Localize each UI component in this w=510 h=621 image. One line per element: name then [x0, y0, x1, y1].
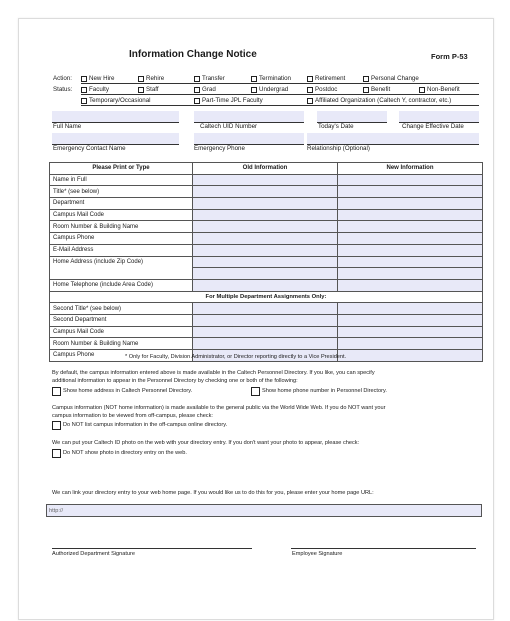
table-row: [50, 326, 483, 338]
emergency-phone-label: Emergency Phone: [194, 145, 245, 152]
old-info-cell[interactable]: [193, 244, 338, 256]
relationship-label: Relationship (Optional): [307, 145, 370, 152]
action-checkbox-personal-change[interactable]: [363, 76, 369, 82]
form-title: Information Change Notice: [129, 49, 257, 60]
caltech-uid-field[interactable]: [194, 111, 304, 122]
table-header-row: [50, 163, 483, 175]
new-info-cell[interactable]: [338, 209, 483, 221]
row-label: Campus Mail Code: [50, 326, 193, 338]
status-option-temporary: Temporary/Occasional: [89, 97, 151, 104]
status-checkbox-affiliated[interactable]: [307, 98, 313, 104]
multi-assignment-header-row: [50, 291, 483, 303]
show-home-phone-label: Show home phone number in Personnel Directory.: [262, 388, 387, 394]
action-option-new-hire: New Hire: [89, 75, 115, 82]
action-option-transfer: Transfer: [202, 75, 225, 82]
action-checkbox-termination[interactable]: [251, 76, 257, 82]
old-info-cell[interactable]: [193, 198, 338, 210]
status-option-grad: Grad: [202, 86, 216, 93]
show-home-phone-checkbox[interactable]: [251, 387, 260, 396]
status-checkbox-postdoc[interactable]: [307, 87, 313, 93]
employee-signature-label: Employee Signature: [292, 551, 343, 557]
status-label: Status:: [53, 86, 73, 93]
new-info-cell[interactable]: [338, 279, 483, 291]
directory-paragraph-line: We can put your Caltech ID photo on the web with your directory entry. If you don't want your photo to appear, please check:: [52, 440, 360, 446]
row-label: [50, 268, 193, 280]
new-info-cell[interactable]: [338, 350, 483, 362]
new-info-cell[interactable]: [338, 233, 483, 245]
status-checkbox-part-time-jpl[interactable]: [194, 98, 200, 104]
row-label: Department: [50, 198, 193, 210]
old-info-cell[interactable]: [193, 233, 338, 245]
directory-paragraph-line: By default, the campus information entered above is made available in the Caltech Personnel Directory. If you like, you can specify: [52, 370, 375, 376]
old-info-cell[interactable]: [193, 268, 338, 280]
information-table: [49, 162, 483, 362]
emergency-phone-field[interactable]: [194, 133, 304, 144]
action-option-retirement: Retirement: [315, 75, 346, 82]
change-effective-date-field[interactable]: [399, 111, 479, 122]
status-option-postdoc: Postdoc: [315, 86, 338, 93]
full-name-label: Full Name: [53, 123, 82, 130]
row-label: Home Address (include Zip Code): [50, 256, 193, 268]
old-info-cell[interactable]: [193, 314, 338, 326]
old-info-cell[interactable]: [193, 303, 338, 315]
status-checkbox-faculty[interactable]: [81, 87, 87, 93]
table-row: [50, 233, 483, 245]
table-row: [50, 338, 483, 350]
dept-signature-line[interactable]: [52, 548, 252, 549]
new-info-cell[interactable]: [338, 338, 483, 350]
caltech-uid-label: Caltech UID Number: [200, 123, 258, 130]
no-list-campus-info-label: Do NOT list campus information in the off-campus online directory.: [63, 422, 228, 428]
show-home-address-checkbox[interactable]: [52, 387, 61, 396]
directory-paragraph-line: additional information to appear in the Personnel Directory by checking one or both of the following:: [52, 378, 298, 384]
row-label: Campus Phone: [50, 350, 193, 362]
new-info-cell[interactable]: [338, 198, 483, 210]
table-row: [50, 174, 483, 186]
status-checkbox-temporary[interactable]: [81, 98, 87, 104]
dept-signature-label: Authorized Department Signature: [52, 551, 136, 557]
table-row: [50, 256, 483, 268]
table-row: [50, 279, 483, 291]
row-label: Title* (see below): [50, 186, 193, 198]
relationship-field[interactable]: [307, 133, 479, 144]
table-row: [50, 303, 483, 315]
column-header: Old Information: [193, 163, 338, 175]
show-home-address-label: Show home address in Caltech Personnel Directory.: [63, 388, 193, 394]
status-option-undergrad: Undergrad: [259, 86, 289, 93]
status-checkbox-grad[interactable]: [194, 87, 200, 93]
table-row: [50, 268, 483, 280]
no-photo-label: Do NOT show photo in directory entry on the web.: [63, 450, 187, 456]
status-option-non-benefit: Non-Benefit: [427, 86, 460, 93]
status-option-faculty: Faculty: [89, 86, 109, 93]
column-header: New Information: [338, 163, 483, 175]
action-checkbox-retirement[interactable]: [307, 76, 313, 82]
action-label: Action:: [53, 75, 72, 82]
old-info-cell[interactable]: [193, 256, 338, 268]
footnote: * Only for Faculty, Division Administrator, or Director reporting directly to a Vice President.: [125, 354, 347, 360]
todays-date-label: Today's Date: [318, 123, 354, 130]
home-page-url-input[interactable]: [46, 504, 482, 517]
row-label: Second Title* (see below): [50, 303, 193, 315]
action-option-rehire: Rehire: [146, 75, 165, 82]
url-placeholder: http://: [49, 508, 63, 514]
action-option-personal-change: Personal Change: [371, 75, 419, 82]
new-info-cell[interactable]: [338, 314, 483, 326]
emergency-contact-field[interactable]: [52, 133, 179, 144]
old-info-cell[interactable]: [193, 186, 338, 198]
row-label: Home Telephone (include Area Code): [50, 279, 193, 291]
table-row: [50, 209, 483, 221]
old-info-cell[interactable]: [193, 221, 338, 233]
form-page: [18, 18, 494, 620]
full-name-field[interactable]: [52, 111, 179, 122]
directory-paragraph-line: Campus information (NOT home information) is made available to the general public via the World Wide Web. If you do NOT want your: [52, 405, 386, 411]
new-info-cell[interactable]: [338, 186, 483, 198]
status-option-benefit: Benefit: [371, 86, 391, 93]
table-row: [50, 186, 483, 198]
new-info-cell[interactable]: [338, 303, 483, 315]
old-info-cell[interactable]: [193, 338, 338, 350]
employee-signature-line[interactable]: [291, 548, 476, 549]
old-info-cell[interactable]: [193, 279, 338, 291]
action-checkbox-transfer[interactable]: [194, 76, 200, 82]
status-checkbox-benefit[interactable]: [363, 87, 369, 93]
directory-paragraph-line: campus information to be viewed from off-campus, please check:: [52, 413, 213, 419]
new-info-cell[interactable]: [338, 268, 483, 280]
table-row: [50, 314, 483, 326]
column-header: Please Print or Type: [50, 163, 193, 175]
directory-paragraph-line: We can link your directory entry to your web home page. If you would like us to do this for you, please enter your home page URL:: [52, 490, 374, 496]
new-info-cell[interactable]: [338, 326, 483, 338]
old-info-cell[interactable]: [193, 174, 338, 186]
row-label: Room Number & Building Name: [50, 221, 193, 233]
status-option-staff: Staff: [146, 86, 159, 93]
no-list-campus-info-checkbox[interactable]: [52, 421, 61, 430]
row-label: Room Number & Building Name: [50, 338, 193, 350]
row-label: Campus Mail Code: [50, 209, 193, 221]
row-label: Campus Phone: [50, 233, 193, 245]
new-info-cell[interactable]: [338, 221, 483, 233]
action-option-termination: Termination: [259, 75, 291, 82]
table-row: [50, 198, 483, 210]
row-label: Second Department: [50, 314, 193, 326]
action-checkbox-rehire[interactable]: [138, 76, 144, 82]
table-row: [50, 221, 483, 233]
status-checkbox-non-benefit[interactable]: [419, 87, 425, 93]
old-info-cell[interactable]: [193, 209, 338, 221]
status-checkbox-undergrad[interactable]: [251, 87, 257, 93]
form-number: Form P-53: [431, 52, 468, 61]
new-info-cell[interactable]: [338, 244, 483, 256]
action-checkbox-new-hire[interactable]: [81, 76, 87, 82]
row-label: E-Mail Address: [50, 244, 193, 256]
table-row: [50, 244, 483, 256]
emergency-contact-label: Emergency Contact Name: [53, 145, 126, 152]
todays-date-field[interactable]: [317, 111, 387, 122]
new-info-cell[interactable]: [338, 174, 483, 186]
no-photo-checkbox[interactable]: [52, 449, 61, 458]
change-effective-date-label: Change Effective Date: [402, 123, 464, 130]
old-info-cell[interactable]: [193, 326, 338, 338]
new-info-cell[interactable]: [338, 256, 483, 268]
row-label: Name in Full: [50, 174, 193, 186]
multi-assignment-header: For Multiple Department Assignments Only:: [50, 291, 483, 303]
status-option-affiliated: Affiliated Organization (Caltech Y, contractor, etc.): [315, 97, 452, 104]
status-option-part-time-jpl: Part-Time JPL Faculty: [202, 97, 263, 104]
status-checkbox-staff[interactable]: [138, 87, 144, 93]
